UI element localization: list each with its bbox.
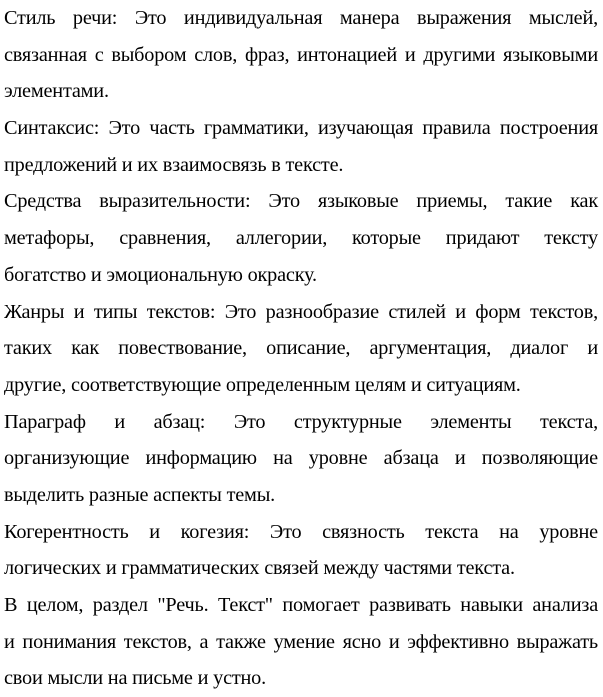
paragraph-coherence-cohesion [4,514,603,587]
text-line: связанная с выбором слов, фраз, интонацией и другими языковыми [4,43,598,66]
text-line: логических и грамматических связей между частями текста. [4,557,515,580]
paragraph-conclusion [4,587,603,697]
text-line: таких как повествование, описание, аргументация, диалог и [4,337,598,360]
text-line: Когерентность и когезия: Это связность текста на уровне [4,520,598,543]
text-line: элементами. [4,80,109,103]
document-body [4,0,603,697]
text-line: богатство и эмоциональную окраску. [4,263,317,286]
text-line: Жанры и типы текстов: Это разнообразие стилей и форм текстов, [4,300,598,323]
text-line: метафоры, сравнения, аллегории, которые придают тексту [4,227,598,250]
paragraph-speech-style [4,0,603,110]
paragraph-genres-and-types [4,294,603,404]
text-line: В целом, раздел "Речь. Текст" помогает развивать навыки анализа [4,594,598,616]
paragraph-syntax [4,110,603,183]
text-line: Параграф и абзац: Это структурные элементы текста, [4,410,598,433]
text-line: Синтаксис: Это часть грамматики, изучающая правила построения [4,117,598,140]
text-line: свои мысли на письме и устно. [4,667,266,690]
text-line: Стиль речи: Это индивидуальная манера выражения мыслей, [4,7,598,29]
text-line: и понимания текстов, а также умение ясно и эффективно выражать [4,630,598,653]
text-line: другие, соответствующие определенным целям и ситуациям. [4,373,521,396]
text-line: организующие информацию на уровне абзаца и позволяющие [4,447,598,470]
text-line: выделить разные аспекты темы. [4,483,275,506]
paragraph-expressive-means [4,183,603,293]
text-line: предложений и их взаимосвязь в тексте. [4,153,344,176]
text-line: Средства выразительности: Это языковые приемы, такие как [4,190,598,213]
paragraph-paragraph-and-indent [4,404,603,514]
